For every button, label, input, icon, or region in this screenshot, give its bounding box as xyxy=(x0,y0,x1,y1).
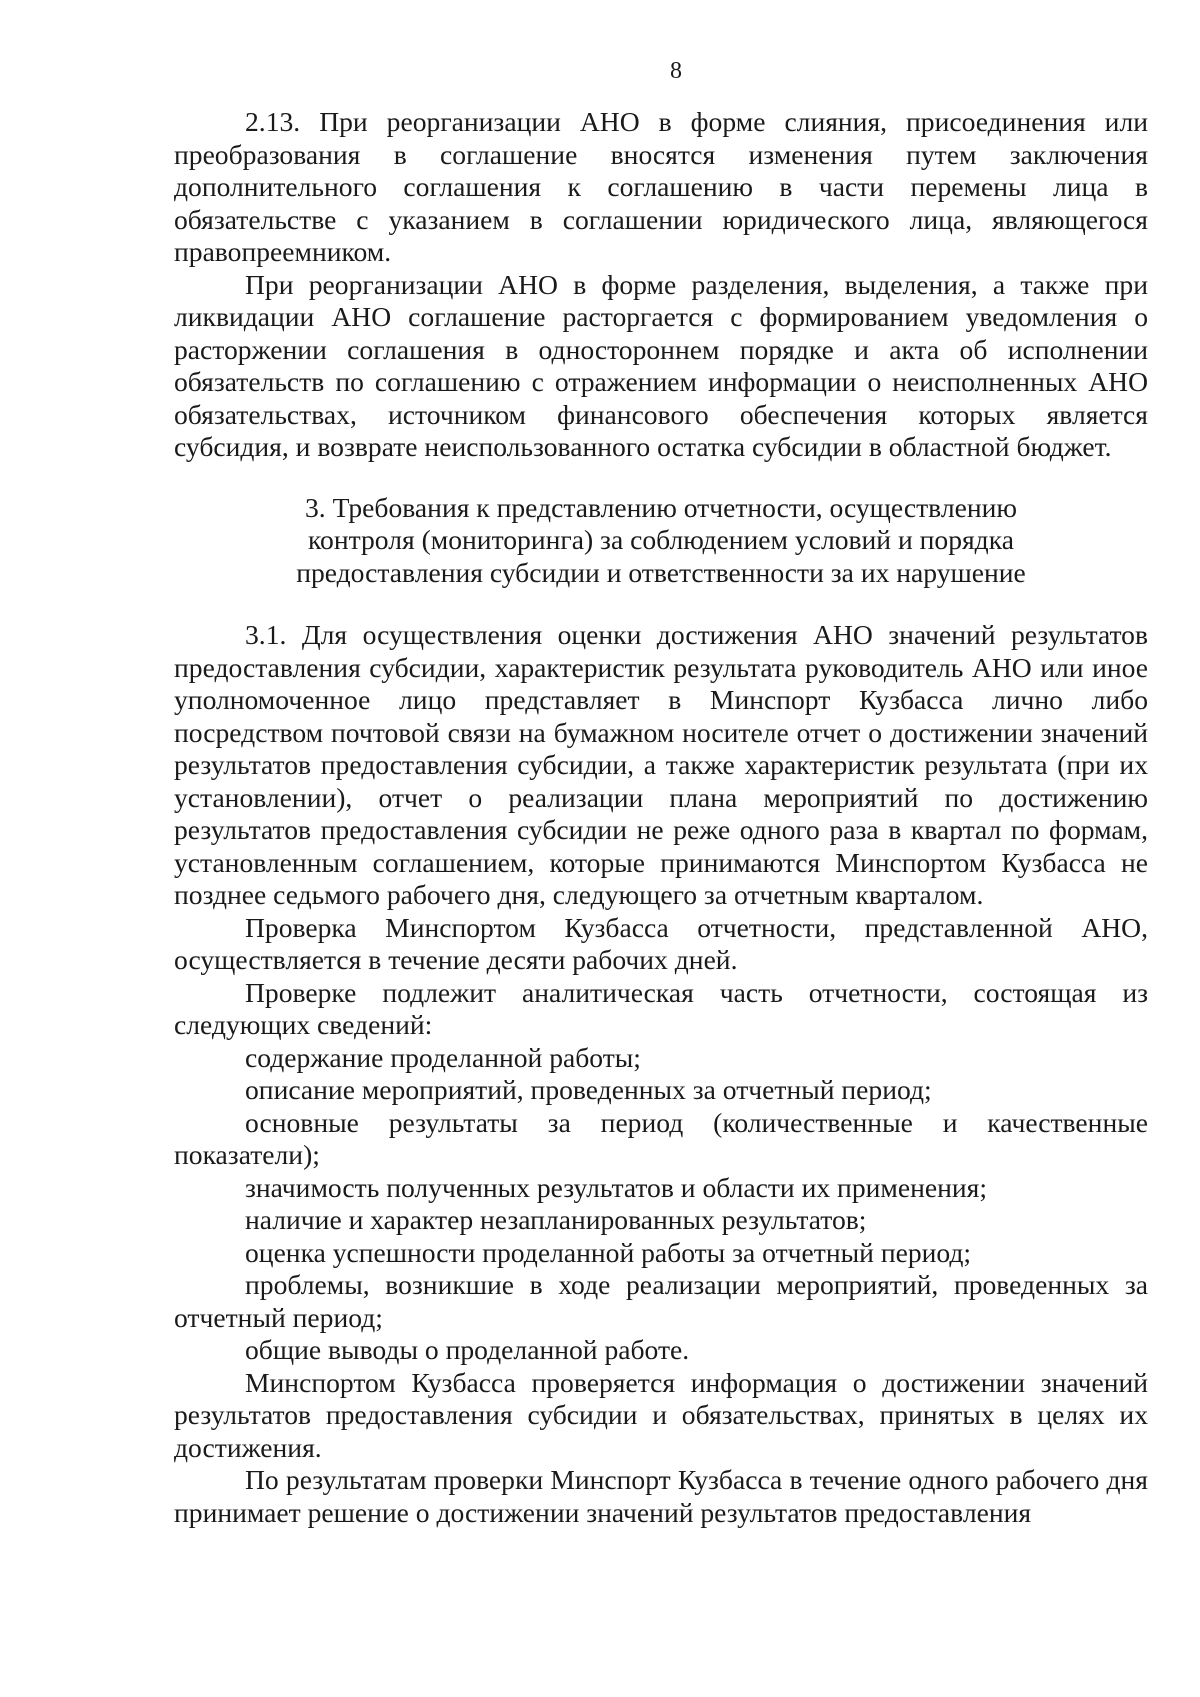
paragraph-2-13: 2.13. При реорганизации АНО в форме слияния, присоединения или преобразования в соглашение вносятся изменения путем заключения дополнительного соглашения к соглашению в части перемены лица в обязательстве с указанием в соглашении юридического лица, являющегося правопреемником. xyxy=(174,106,1148,267)
section-3-heading xyxy=(174,492,1148,590)
paragraph-information-check: Минспортом Кузбасса проверяется информация о достижении значений результатов предоставления субсидии и обязательствах, принятых в целях их достижения. xyxy=(174,1366,1148,1463)
section-heading-line: 3. Требования к представлению отчетности, осуществлению xyxy=(304,491,1017,523)
list-item: содержание проделанной работы; xyxy=(245,1041,641,1073)
list-item: описание мероприятий, проведенных за отчетный период; xyxy=(245,1074,932,1105)
page-number: 8 xyxy=(670,58,682,84)
section-heading-line: контроля (мониторинга) за соблюдением условий и порядка xyxy=(308,524,1014,555)
paragraph-3-1: 3.1. Для осуществления оценки достижения АНО значений результатов предоставления субсидии, характеристик результата руководитель АНО или иное уполномоченное лицо представляет в Минспорт Кузбасса лично либо посредством почтовой связи на бумажном носителе отчет о достижении значений результатов предоставления субсидии, а также характеристик результата (при их установлении), отчет о реализации плана мероприятий по достижению результатов предоставления субсидии не реже одного раза в квартал по формам, установленным соглашением, которые принимаются Минспортом Кузбасса не позднее седьмого рабочего дня, следующего за отчетным кварталом. xyxy=(174,619,1148,910)
paragraph-analytical-part: Проверке подлежит аналитическая часть отчетности, состоящая из следующих сведений: xyxy=(174,976,1148,1040)
list-item: наличие и характер незапланированных результатов; xyxy=(245,1204,867,1235)
list-item: оценка успешности проделанной работы за отчетный период; xyxy=(245,1236,972,1268)
paragraph-verification: Проверка Минспортом Кузбасса отчетности, представленной АНО, осуществляется в течение десяти рабочих дней. xyxy=(174,911,1148,975)
list-item: значимость полученных результатов и области их применения; xyxy=(245,1171,987,1203)
list-item: основные результаты за период (количественные и качественные показатели); xyxy=(174,1106,1148,1170)
list-item: проблемы, возникшие в ходе реализации мероприятий, проведенных за отчетный период; xyxy=(174,1269,1148,1333)
paragraph-reorganization: При реорганизации АНО в форме разделения, выделения, а также при ликвидации АНО соглашение расторгается с формированием уведомления о расторжении соглашения в одностороннем порядке и акта об исполнении обязательств по соглашению с отражением информации о неисполненных АНО обязательствах, источником финансового обеспечения которых является субсидия, и возврате неиспользованного остатка субсидии в областной бюджет. xyxy=(174,268,1148,462)
list-item: общие выводы о проделанной работе. xyxy=(245,1334,690,1365)
paragraph-results-decision: По результатам проверки Минспорт Кузбасса в течение одного рабочего дня принимает решение о достижении значений результатов предоставления xyxy=(174,1464,1148,1528)
section-heading-line: предоставления субсидии и ответственности за их нарушение xyxy=(296,556,1026,588)
